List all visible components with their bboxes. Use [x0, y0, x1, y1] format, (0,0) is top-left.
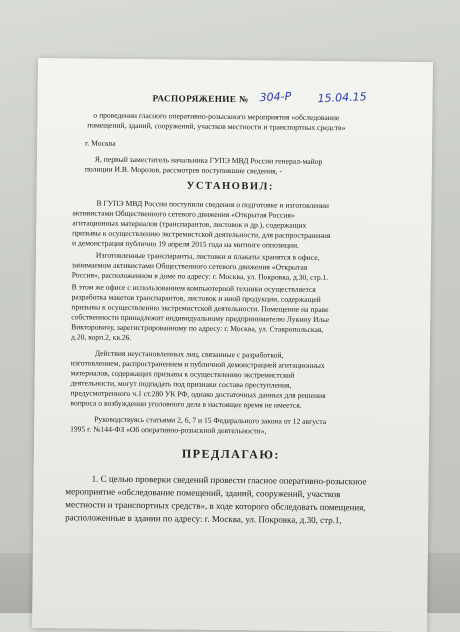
text-line: Руководствуясь статьями 2, 6, 7 и 15 Федерального закона от 12 августа: [94, 414, 327, 427]
city: г. Москва: [85, 138, 116, 148]
handwritten-number: 304-Р: [259, 89, 292, 105]
text-line: материалов, содержащих призывы к осуществлению экстремистской: [70, 368, 295, 380]
text-line: призывы к осуществлению экстремистской деятельности. Помещение на праве: [71, 302, 329, 315]
text-line: В ГУПЭ МВД России поступили сведения о подготовке и изготовлении: [96, 198, 329, 211]
text-line: изготовлением, распространением и публичной демонстрацией агитационных: [70, 358, 325, 371]
preamble-line-1: Я, первый заместитель начальника ГУПЭ МВД России генерал-майор: [94, 154, 323, 166]
text-line: д.20, корп.2, кв.26.: [71, 332, 132, 342]
document-title: РАСПОРЯЖЕНИЕ №: [152, 93, 249, 105]
subject-line-1: о проведении гласного оперативно-розыскного мероприятия «обследование: [93, 110, 340, 123]
subject-line-2: помещений, зданий, сооружений, участков местности и транспортных средств»: [87, 120, 346, 133]
text-line: занимаемом активистами Общественного сетевого движения «Открытая: [71, 260, 308, 272]
document-page: [32, 58, 433, 632]
text-line: Действия неустановленных лиц, связанные с разработкой,: [94, 348, 284, 360]
text-line: призывы к осуществлению экстремистской деятельности, для распространения: [72, 228, 331, 241]
text-line: Россия», расположенном в доме по адресу: г. Москва, ул. Покровка, д.30, стр.1.: [71, 270, 329, 283]
text-line: агитационных материалов (транспарантов, листовок и др.), содержащих: [72, 218, 307, 230]
handwritten-date: 15.04.15: [317, 90, 367, 106]
text-line: 1. С целью проверки сведений провести гласное оперативно-розыскное: [91, 473, 367, 487]
section-heading-propose: ПРЕДЛАГАЮ:: [181, 446, 280, 462]
text-line: активистами Общественного сетевого движения «Открытая Россия»: [72, 208, 295, 220]
text-line: расположенные в здании по адресу: г. Москва, ул. Покровка, д.30, стр.1,: [65, 512, 342, 526]
text-line: разработка макетов транспарантов, листовок и иной продукции, содержащей: [71, 292, 321, 304]
text-line: Викторовичу, зарегистрированному по адресу: г. Москва, ул. Ставропольская,: [71, 322, 324, 335]
preamble-line-2: полиции И.В. Морозов, рассмотрев поступившие сведения, -: [84, 164, 283, 176]
text-line: вопроса о возбуждении уголовного дела в настоящее время не имеется.: [70, 398, 302, 410]
text-line: мероприятие «обследование помещений, зданий, сооружений, участков: [65, 486, 341, 500]
section-heading-established: УСТАНОВИЛ:: [186, 180, 274, 193]
text-line: и демонстрация публично 19 апреля 2015 года на митинге оппозиции.: [72, 238, 300, 250]
text-line: собственности принадлежит индивидуальному предпринимателю Лукину Илье: [71, 312, 330, 325]
text-line: Изготовленные транспаранты, листовки и плакаты хранятся в офисе,: [95, 250, 320, 262]
text-line: местности и транспортных средств», в ходе которого обследовать помещения,: [65, 499, 366, 513]
text-line: предусмотренного ч.1 ст.280 УК РФ, однако достаточных данных для решения: [70, 388, 326, 401]
text-line: деятельности, могут подпадать под признаки состава преступления,: [70, 378, 292, 390]
text-line: В этом же офисе с использованием компьютерной техники осуществляется: [71, 282, 316, 294]
text-line: 1995 г. №144-ФЗ «Об оперативно-розыскной деятельности»,: [70, 424, 267, 436]
